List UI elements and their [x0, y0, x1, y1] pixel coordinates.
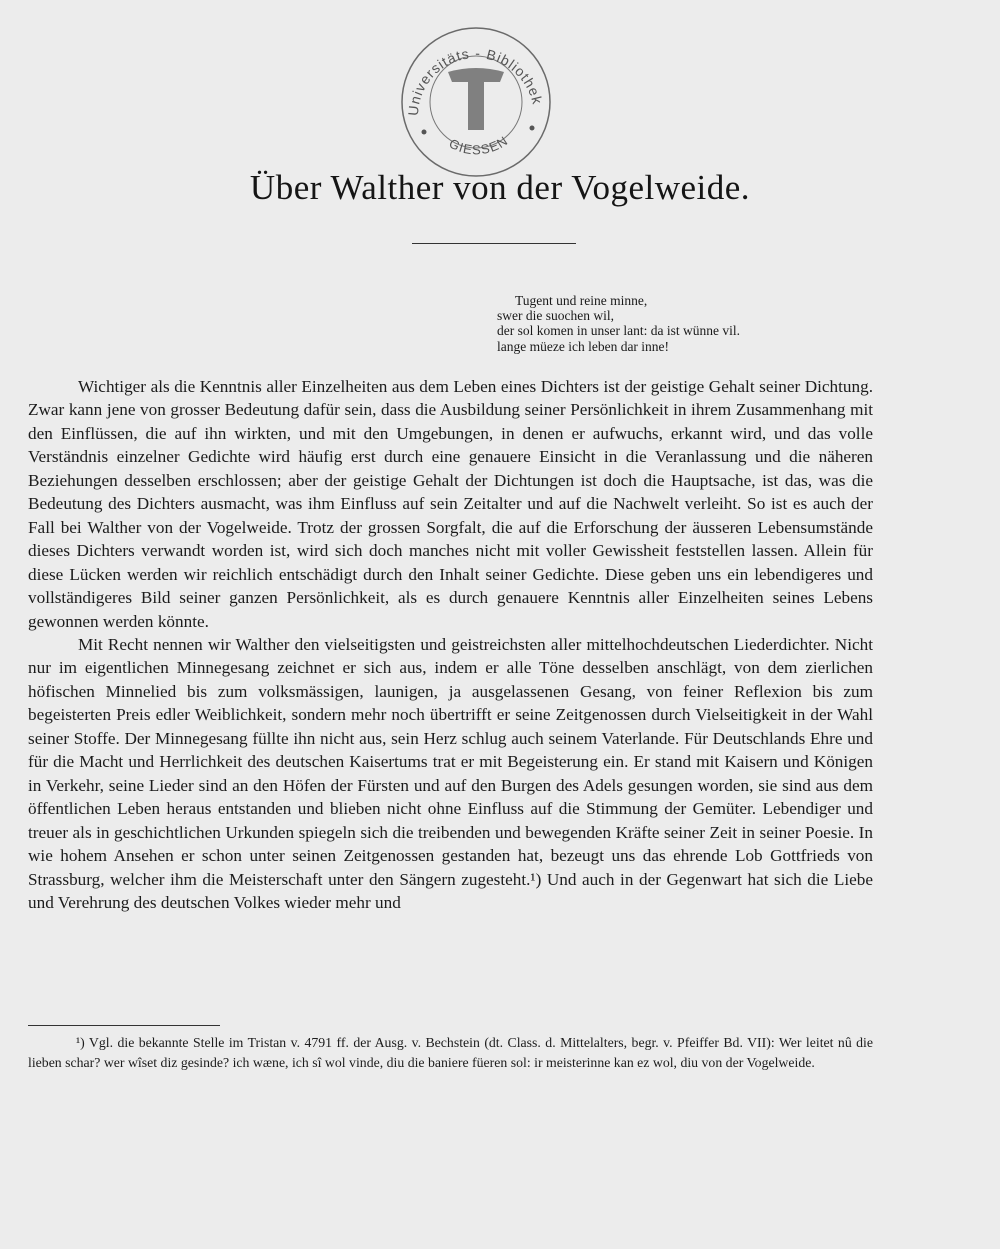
epigraph-line: der sol komen in unser lant: da ist wünne vil.: [497, 323, 740, 339]
stamp-text-bottom: GIESSEN: [446, 132, 511, 158]
paragraph: Wichtiger als die Kenntnis aller Einzelheiten aus dem Leben eines Dichters ist der geistige Gehalt seiner Dichtung. Zwar kann jene von grosser Bedeutung dafür sein, dass die Ausbildung seiner Persönlichkeit in ihrem Zusammenhang mit den Einflüssen, die auf ihn wirkten, und mit den Umgebungen, in denen er aufwuchs, erkannt wird, und das volle Verständnis einzelner Gedichte wird häufig erst durch eine genauere Einsicht in die Veranlassung und die näheren Beziehungen desselben erschlossen; aber der geistige Gehalt der Dichtungen ist doch die Hauptsache, ist das, was die Bedeutung des Dichters ausmacht, was ihm Einfluss auf sein Zeitalter und auf die Nachwelt verleiht. So ist es auch der Fall bei Walther von der Vogelweide. Trotz der grossen Sorgfalt, die auf die Erforschung der äusseren Lebensumstände dieses Dichters verwandt worden ist, wird sich doch manches nicht mit voller Gewissheit feststellen lassen. Allein für diese Lücken werden wir reichlich entschädigt durch den Inhalt seiner Gedichte. Diese geben uns ein lebendigeres und vollständigeres Bild seiner ganzen Persönlichkeit, als es durch genauere Kenntnis aller Einzelheiten seines Lebens gewonnen werden könnte.: [28, 377, 873, 631]
title-rule: [412, 243, 576, 244]
epigraph-line: swer die suochen wil,: [497, 308, 614, 324]
paragraph: Mit Recht nennen wir Walther den vielseitigsten und geistreichsten aller mittelhochdeutschen Liederdichter. Nicht nur im eigentlichen Minnegesang zeichnet er sich aus, indem er alle Töne desselben anschlägt, von dem zierlichen höfischen Minnelied bis zum volksmässigen, launigen, ja ausgelassenen Gesang, von feiner Reflexion bis zum begeisterten Preis edler Weiblichkeit, sondern mehr noch übertrifft er seine Zeitgenossen durch Vielseitigkeit in der Wahl seiner Stoffe. Der Minnegesang füllte ihn nicht aus, sein Herz schlug auch seinem Vaterlande. Für Deutschlands Ehre und für die Macht und Herrlichkeit des deutschen Kaisertums trat er mit Begeisterung ein. Er stand mit Kaisern und Königen in Verkehr, seine Lieder sind an den Höfen der Fürsten und auf den Burgen des Adels gesungen worden, sie sind aus dem öffentlichen Leben heraus entstanden und blieben nicht ohne Einfluss auf die Stimmung der Gemüter. Lebendiger und treuer als in geschichtlichen Urkunden spiegeln sich die treibenden und bewegenden Kräfte seiner Zeit in seiner Poesie. In wie hohem Ansehen er schon unter seinen Zeitgenossen gestanden hat, bezeugt uns das ehrende Lob Gottfrieds von Strassburg, welcher ihm die Meisterschaft unter den Sängern zugesteht.¹) Und auch in der Gegenwart hat sich die Liebe und Verehrung des deutschen Volkes wieder mehr und: [28, 634, 873, 912]
footnote-text: ¹) Vgl. die bekannte Stelle im Tristan v. 4791 ff. der Ausg. v. Bechstein (dt. Class. d. Mittelalters, begr. v. Pfeiffer Bd. VII): Wer leitet nû die lieben schar? wer wîset diz gesinde? ich wæne, ich sî wol vinde, diu die baniere füeren sol: ir meisterinne kan ez wol, diu von der Vogelweide.: [28, 1035, 873, 1070]
library-stamp: [396, 20, 556, 180]
epigraph-line: Tugent und reine minne,: [515, 293, 648, 308]
svg-text:GIESSEN: [447, 133, 511, 158]
footnote: [28, 1033, 873, 1072]
footnote-rule: [28, 1025, 220, 1026]
body-text: [28, 375, 873, 914]
page-title: Über Walther von der Vogelweide.: [249, 168, 751, 207]
epigraph: [497, 293, 897, 354]
epigraph-line: lange müeze ich leben dar inne!: [497, 338, 670, 354]
stamp-text-top: Universitäts - Bibliothek: [404, 44, 546, 117]
